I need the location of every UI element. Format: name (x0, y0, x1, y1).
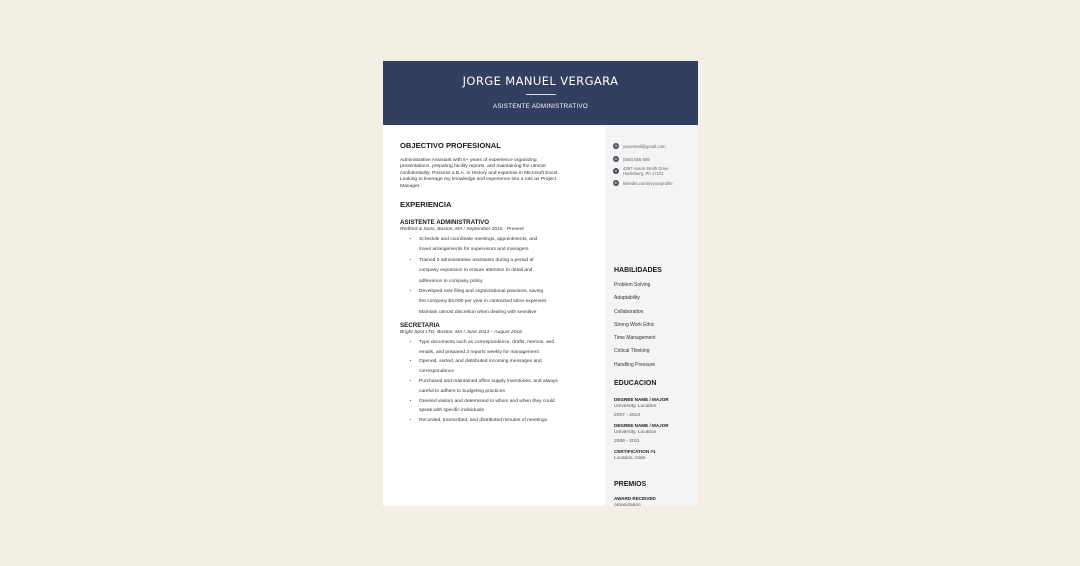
objective-line: Administrative Assistant with 6+ years of experience organizing (400, 158, 537, 163)
skill-item: Handling Pressure (614, 361, 656, 368)
award-entry (614, 496, 696, 506)
awards-block (614, 481, 696, 506)
education-entry (614, 449, 696, 463)
job-title: SECRETARIA (400, 321, 440, 329)
skill-item: Critical Thinking (614, 348, 650, 355)
education-school: University, Location (614, 404, 657, 409)
education-school: University, Location (614, 430, 657, 435)
job-bullet: • Opened, sorted, and distributed incoming messages and correspondence (419, 357, 600, 377)
job-bullet: • Schedule and coordinate meetings, appointments, and travel arrangements for supervisors and managers (419, 235, 600, 256)
resume-page (383, 61, 698, 506)
education-entry (614, 423, 696, 446)
objective-heading: OBJECTIVO PROFESIONAL (400, 141, 501, 150)
education-years: 2007 - 2013 (614, 413, 641, 418)
job-bullets (400, 338, 600, 426)
education-block (614, 380, 696, 463)
skill-item: Strong Work Ethic (614, 321, 655, 328)
objective-text (400, 158, 600, 190)
certification-name: CERTIFICATION #1 (614, 449, 656, 454)
job-bullets (400, 235, 600, 320)
contact-linkedin: in linkedin.com/in/yourprofile (614, 180, 673, 186)
job-bullet: • Developed new filing and organizational practices, saving the company $3,000 per year in contracted labor expenses (419, 287, 600, 308)
award-organization: organization (614, 503, 641, 506)
job-bullet: • Recorded, transcribed, and distributed minutes of meetings (419, 416, 600, 426)
phone-icon: ☏ (613, 156, 619, 161)
resume-header (383, 61, 698, 125)
objective-line: confidentiality. Possess a B.A. in History and expertise in Microsoft Excel. (400, 170, 559, 176)
awards-heading: PREMIOS (614, 481, 647, 488)
sidebar (605, 125, 698, 506)
job-title: ASISTENTE ADMINISTRATIVO (400, 219, 490, 227)
skill-item: Time Management (614, 335, 656, 342)
skills-heading: HABILIDADES (614, 267, 662, 274)
contact-block (613, 143, 695, 186)
job-bullet: • Type documents such as correspondence, drafts, memos, and emails, and prepared 3 reports weekly for management (419, 338, 600, 358)
education-entry (614, 397, 696, 420)
location-pin-icon: ● (614, 168, 618, 173)
main-column (400, 141, 600, 426)
objective-line: Looking to leverage my knowledge and experience into a role as Project (400, 177, 557, 183)
header-divider (526, 94, 556, 95)
job-meta: Bright Spot LTD, Boston, MA / June 2013 – August 2016 (400, 329, 522, 335)
objective-line: presentations, preparing facility reports, and maintaining the utmost (400, 164, 546, 170)
contact-email: ✉ youremail@gmail.com (614, 143, 666, 149)
skills-block (614, 267, 696, 372)
contact-phone: ☏ (555) 555 555 (613, 156, 650, 162)
education-years: 2006 - 2011 (614, 439, 640, 444)
award-title: AWARD RECEIVED (614, 496, 656, 501)
contact-address: ● 4397 Aaron Smith Drive Harrisburg, PA 17101 (614, 166, 669, 176)
job-bullet: • Maintain utmost discretion when dealing with sensitive (419, 308, 600, 320)
degree-name: DEGREE NAME / MAJOR (614, 423, 669, 428)
job-bullet: • Greeted visitors and determined to whom and when they could speak with specific individuals (419, 397, 600, 417)
email-icon: ✉ (614, 143, 618, 148)
candidate-name: JORGE MANUEL VERGARA (462, 74, 619, 88)
job-bullet: • Trained 2 administrative assistants during a period of company expansion to ensure attention to detail and adherence to company policy (419, 256, 600, 287)
degree-name: DEGREE NAME / MAJOR (614, 397, 669, 402)
skill-item: Adaptability (614, 295, 640, 302)
job-meta: Redford & Sons, Boston, MA / September 2016 - Present (400, 227, 524, 233)
education-heading: EDUCACION (614, 380, 657, 387)
linkedin-icon: in (614, 180, 618, 185)
skill-item: Collaboration (614, 308, 644, 315)
job-entry (400, 322, 600, 426)
job-bullet: • Purchased and maintained office supply inventories, and always careful to adhere to budgeting practices (419, 377, 600, 397)
job-entry (400, 219, 600, 320)
certification-detail: Location, Date (614, 456, 646, 461)
candidate-title: ASISTENTE ADMINISTRATIVO (492, 103, 589, 110)
objective-line: Manager. (400, 183, 421, 189)
skills-list (614, 279, 696, 372)
experience-heading: EXPERIENCIA (400, 200, 452, 210)
skill-item: Problem Solving (614, 282, 651, 288)
